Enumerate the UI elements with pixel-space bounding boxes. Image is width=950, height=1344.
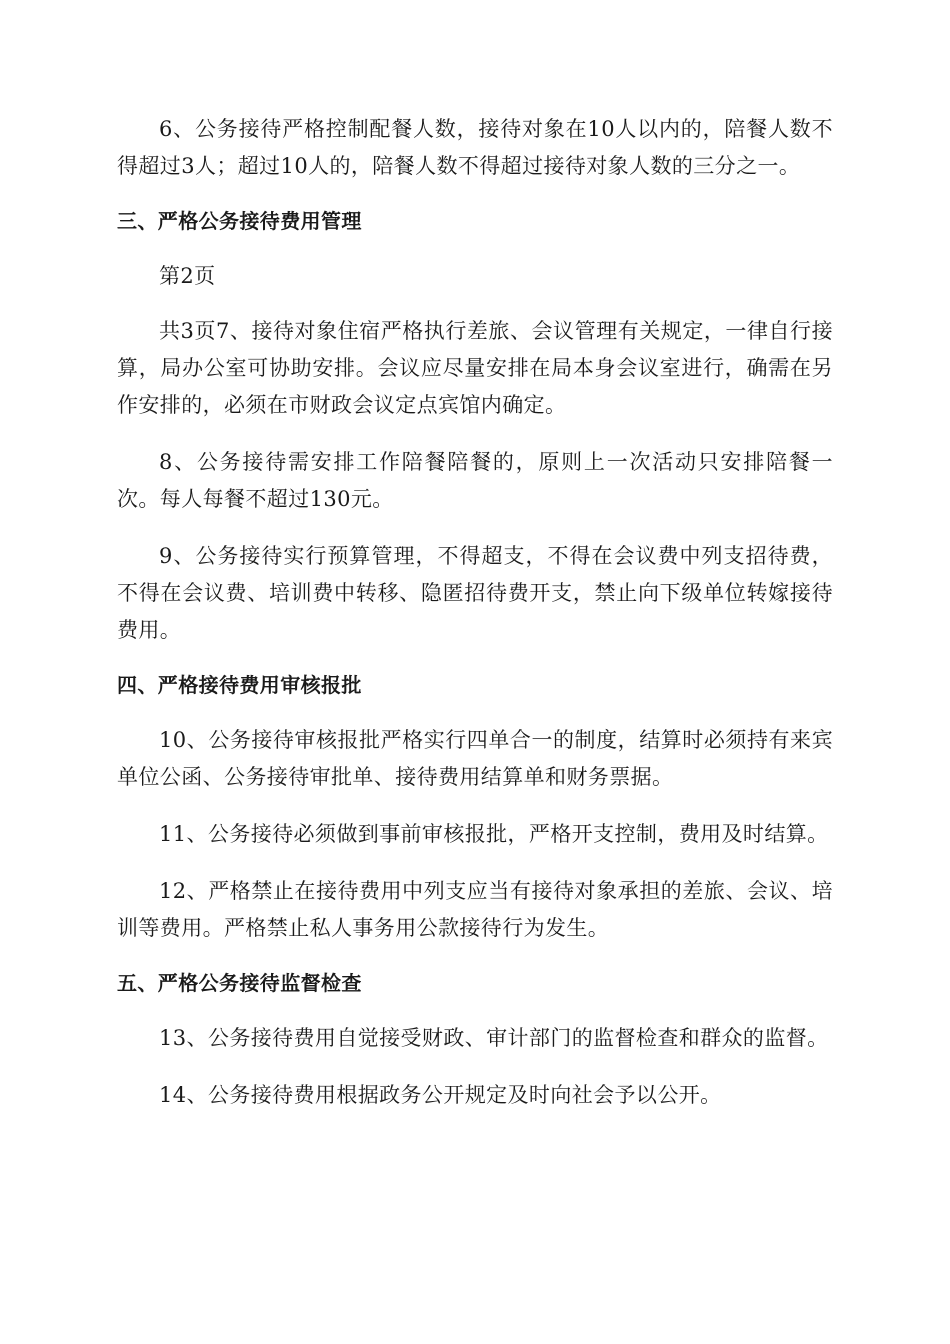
- paragraph-item-10: 10、公务接待审核报批严格实行四单合一的制度，结算时必须持有来宾单位公函、公务接待审批单、接待费用结算单和财务票据。: [117, 728, 833, 789]
- paragraph-item-12: 12、严格禁止在接待费用中列支应当有接待对象承担的差旅、会议、培训等费用。严格禁止私人事务用公款接待行为发生。: [117, 879, 833, 940]
- paragraph-item-14: 14、公务接待费用根据政务公开规定及时向社会予以公开。: [159, 1083, 722, 1107]
- paragraph-item-13: 13、公务接待费用自觉接受财政、审计部门的监督检查和群众的监督。: [159, 1026, 829, 1050]
- page-number-text: 第2页: [159, 264, 216, 288]
- paragraph-item-11: 11、公务接待必须做到事前审核报批，严格开支控制，费用及时结算。: [159, 822, 829, 846]
- section-heading-5: 五、严格公务接待监督检查: [117, 971, 362, 995]
- section-heading-3: 三、严格公务接待费用管理: [117, 209, 362, 233]
- paragraph-item-6: 6、公务接待严格控制配餐人数，接待对象在10人以内的，陪餐人数不得超过3人；超过10人的，陪餐人数不得超过接待对象人数的三分之一。: [117, 117, 833, 178]
- paragraph-item-7: 共3页7、接待对象住宿严格执行差旅、会议管理有关规定，一律自行接算，局办公室可协助安排。会议应尽量安排在局本身会议室进行，确需在另作安排的，必须在市财政会议定点宾馆内确定。: [117, 319, 833, 417]
- paragraph-item-9: 9、公务接待实行预算管理，不得超支，不得在会议费中列支招待费，不得在会议费、培训费中转移、隐匿招待费开支，禁止向下级单位转嫁接待费用。: [117, 544, 833, 642]
- paragraph-item-8: 8、公务接待需安排工作陪餐陪餐的，原则上一次活动只安排陪餐一次。每人每餐不超过130元。: [117, 450, 833, 511]
- section-heading-4: 四、严格接待费用审核报批: [117, 673, 362, 697]
